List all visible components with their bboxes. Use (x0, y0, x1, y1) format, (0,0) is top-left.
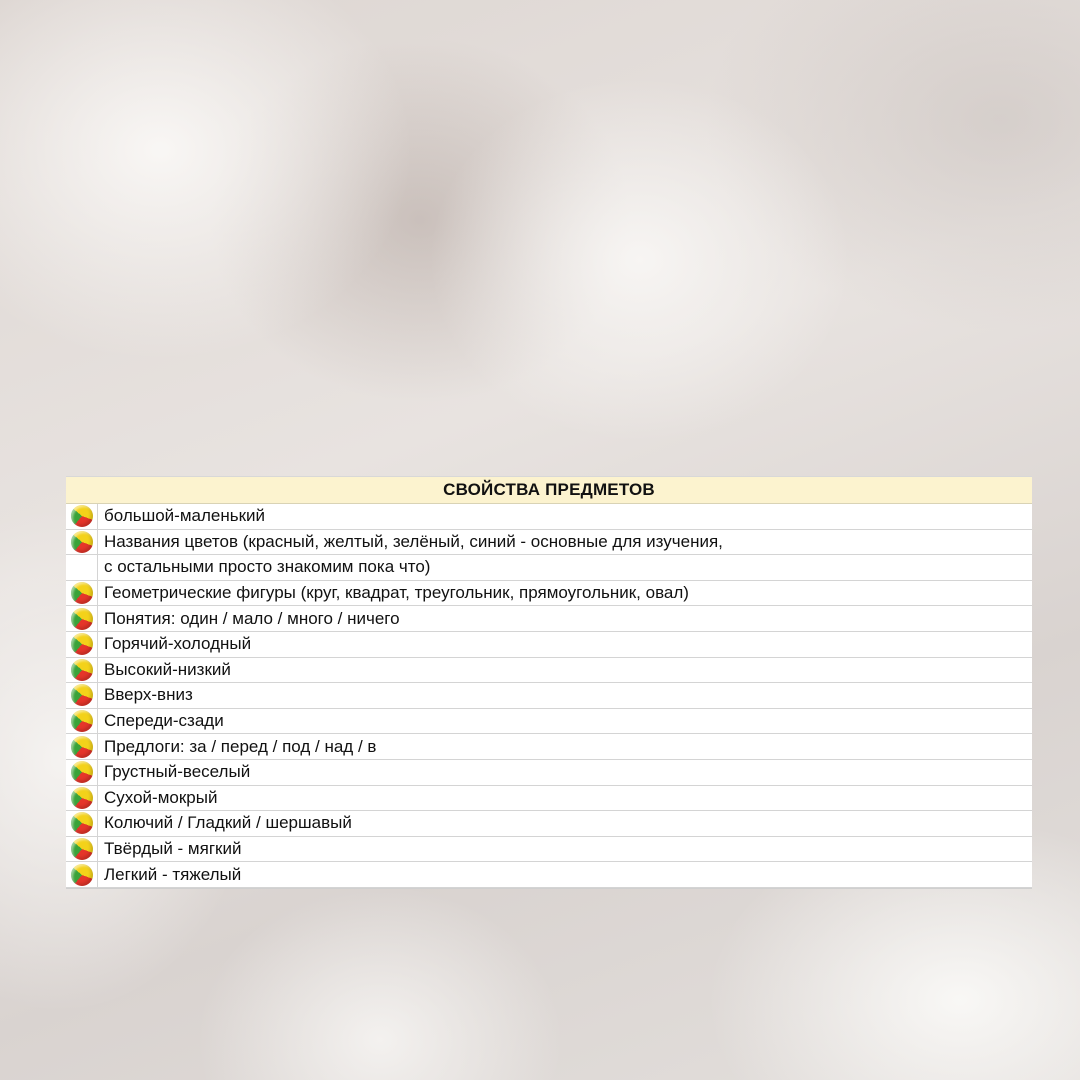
row-text: Предлоги: за / перед / под / над / в (104, 736, 377, 756)
table-row (66, 504, 1032, 530)
row-text: Названия цветов (красный, желтый, зелёный, синий - основные для изучения, (104, 531, 723, 551)
row-text: Геометрические фигуры (круг, квадрат, треугольник, прямоугольник, овал) (104, 583, 689, 603)
bullet-cell (66, 786, 98, 811)
ball-icon (71, 659, 93, 681)
row-text: Понятия: один / мало / много / ничего (104, 608, 400, 628)
row-text: Легкий - тяжелый (104, 864, 242, 884)
table-row (66, 555, 1032, 581)
row-text: Грустный-веселый (104, 762, 251, 782)
table-row (66, 581, 1032, 607)
table-row (66, 606, 1032, 632)
ball-icon (71, 505, 93, 527)
table-row (66, 683, 1032, 709)
ball-icon (71, 761, 93, 783)
bullet-cell (66, 504, 98, 529)
bullet-cell (66, 581, 98, 606)
table-row (66, 632, 1032, 658)
ball-icon (71, 838, 93, 860)
row-text: Высокий-низкий (104, 659, 231, 679)
bullet-cell (66, 862, 98, 887)
row-text: Спереди-сзади (104, 711, 224, 731)
ball-icon (71, 608, 93, 630)
table-title: СВОЙСТВА ПРЕДМЕТОВ (66, 477, 1032, 504)
row-text: Горячий-холодный (104, 634, 252, 654)
row-text: Твёрдый - мягкий (104, 839, 242, 859)
table-row (66, 837, 1032, 863)
ball-icon (71, 582, 93, 604)
bullet-cell (66, 658, 98, 683)
table-row (66, 811, 1032, 837)
table-row (66, 760, 1032, 786)
bullet-cell (66, 606, 98, 631)
row-text: большой-маленький (104, 506, 266, 526)
bullet-cell (66, 734, 98, 759)
row-text: Колючий / Гладкий / шершавый (104, 813, 352, 833)
ball-icon (71, 531, 93, 553)
table-row (66, 734, 1032, 760)
table-row (66, 658, 1032, 684)
ball-icon (71, 812, 93, 834)
ball-icon (71, 864, 93, 886)
properties-table (66, 476, 1032, 889)
row-text: Сухой-мокрый (104, 787, 218, 807)
bullet-cell (66, 811, 98, 836)
bullet-cell (66, 760, 98, 785)
table-body (66, 504, 1032, 888)
ball-icon (71, 736, 93, 758)
table-row (66, 709, 1032, 735)
bullet-cell (66, 632, 98, 657)
ball-icon (71, 710, 93, 732)
bullet-cell (66, 555, 98, 580)
bullet-cell (66, 530, 98, 555)
ball-icon (71, 787, 93, 809)
row-text: Вверх-вниз (104, 685, 193, 705)
table-row (66, 862, 1032, 888)
table-row (66, 530, 1032, 556)
table-row (66, 786, 1032, 812)
bullet-cell (66, 709, 98, 734)
ball-icon (71, 633, 93, 655)
bullet-cell (66, 837, 98, 862)
ball-icon (71, 684, 93, 706)
bullet-cell (66, 683, 98, 708)
row-text: с остальными просто знакомим пока что) (104, 557, 431, 577)
